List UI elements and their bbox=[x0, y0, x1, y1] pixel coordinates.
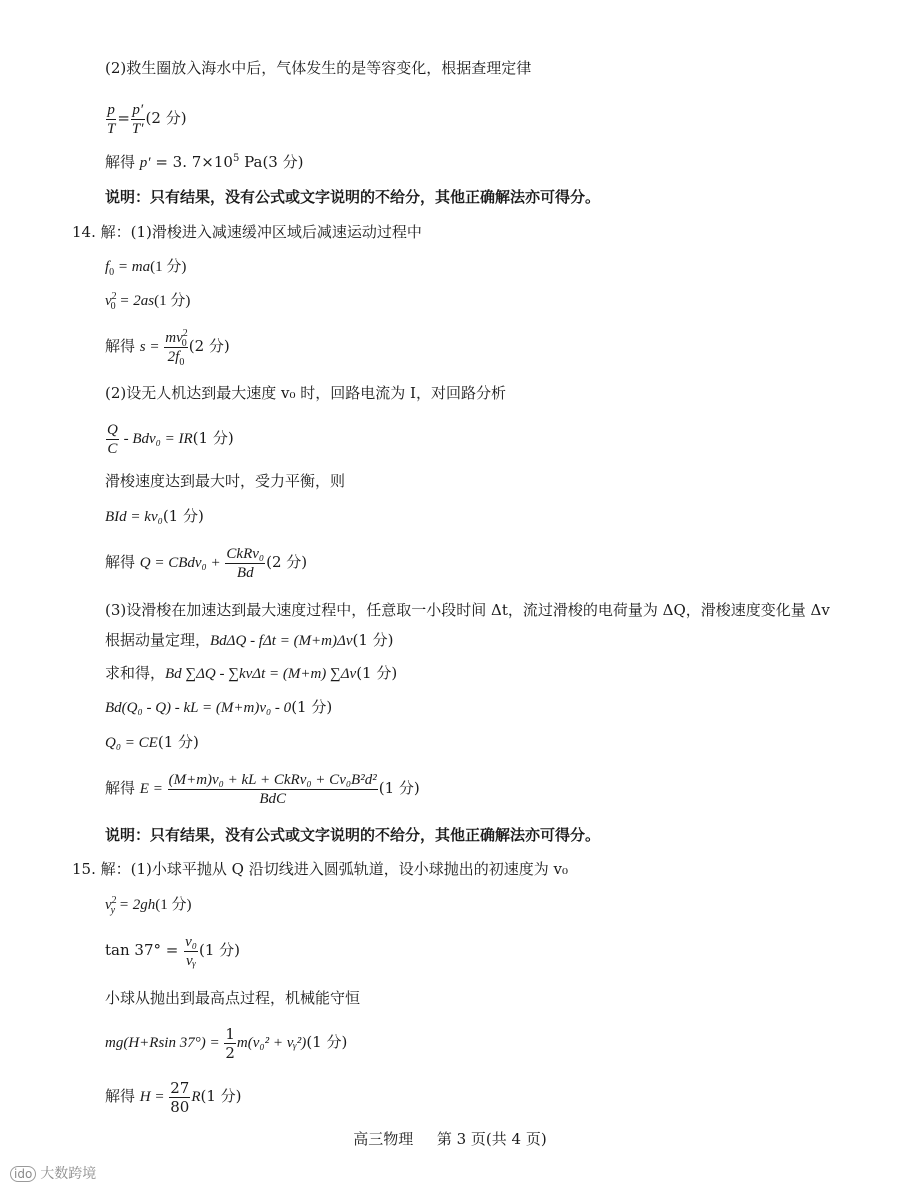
fraction-one-half: $\frac{1}{2}$ bbox=[225, 1024, 235, 1062]
emf-result: 解得 E = (M+m)v₀ + kL + CkRv₀ + Cv₀B²d² BdC (1 分) bbox=[105, 771, 420, 807]
footer-subject: 高三物理 bbox=[353, 1130, 414, 1148]
fraction-p-prime-over-t-prime: $\frac{p'}{T'}$ bbox=[131, 101, 144, 137]
force-balance-equation: BId = kv₀(1 分) bbox=[105, 507, 204, 525]
distance-result: 解得 s = $\frac{mv^2_0}{2f_0}$ (2 分) bbox=[105, 327, 230, 368]
footer-page-number: 第 3 页(共 4 页) bbox=[436, 1130, 547, 1148]
q14-note: 说明：只有结果，没有公式或文字说明的不给分，其他正确解法亦可得分。 bbox=[105, 826, 601, 844]
charge-difference-equation: Bd(Q₀ - Q) - kL = (M+m)v₀ - 0(1 分) bbox=[105, 698, 333, 716]
charles-law-equation: $\frac{p}{T}$ = $\frac{p'}{T'}$ (2 分) bbox=[107, 101, 187, 137]
fraction-tangent: $\frac{\text{v₀}}{\text{vᵧ}}$ bbox=[185, 933, 197, 969]
q14-part2-intro: (2)设无人机达到最大速度 v₀ 时，回路电流为 I，对回路分析 bbox=[105, 384, 506, 402]
force-balance-text: 滑梭速度达到最大吋，受力平衡，则 bbox=[105, 472, 346, 490]
vertical-velocity-equation: $v^2_y = 2gh(1$ 分) bbox=[105, 895, 192, 916]
fraction-emf: (M+m)v₀ + kL + CkRv₀ + Cv₀B²d² BdC bbox=[168, 771, 377, 807]
energy-conservation-text: 小球从抛出到最高点过程，机械能守恒 bbox=[105, 989, 361, 1007]
summation-equation: 求和得，Bd ∑ΔQ - ∑kvΔt = (M+m) ∑Δv(1 分) bbox=[105, 664, 398, 682]
page-footer bbox=[0, 1128, 900, 1149]
initial-charge-equation: Q₀ = CE(1 分) bbox=[105, 733, 199, 751]
watermark-logo-icon: ido bbox=[10, 1166, 36, 1182]
fraction-q-over-c: $\frac{Q}{C}$ bbox=[107, 421, 118, 457]
velocity-squared-equation: $v^2_0 = 2as(1$ 分) bbox=[105, 291, 191, 312]
q14-part1-intro: 14. 解：(1)滑梭进入减速缓冲区域后减速运动过程中 bbox=[72, 223, 422, 241]
friction-equation: $f_0 = ma(1$ 分) bbox=[105, 259, 187, 278]
fraction-height: $\frac{27}{80}$ bbox=[170, 1078, 190, 1116]
fraction-p-over-t: $\frac{p}{T}$ bbox=[107, 101, 116, 137]
momentum-theorem: 根据动量定理，BdΔQ - fΔt = (M+m)Δv(1 分) bbox=[105, 631, 394, 649]
score: (2 分) bbox=[145, 109, 187, 127]
energy-equation: mg(H+Rsin 37°) = $\frac{1}{2}$ m(v₀² + vᵧ²)(1 分) bbox=[105, 1024, 348, 1062]
height-result: 解得 H = $\frac{27}{80}$ R(1 分) bbox=[105, 1078, 242, 1116]
watermark-text: 大数跨境 bbox=[40, 1166, 97, 1182]
fraction-charge: CkRv₀ Bd bbox=[226, 545, 265, 581]
q14-part3-intro: (3)设滑梭在加速达到最大速度过程中，任意取一小段时间 Δt，流过滑梭的电荷量为 ΔQ，滑梭速度变化量 Δv bbox=[105, 601, 830, 619]
tangent-equation: tan 37° = $\frac{\text{v₀}}{\text{vᵧ}}$ (1 分) bbox=[105, 933, 240, 969]
charge-result: 解得 Q = CBdv₀ + CkRv₀ Bd (2 分) bbox=[105, 545, 308, 581]
circuit-equation: $\frac{Q}{C}$ - Bdv₀ = IR(1 分) bbox=[107, 421, 234, 457]
q13-result: 解得 p′ = 3. $7\times 10^5$ Pa(3 分) bbox=[105, 153, 304, 171]
q13-part2-intro: (2)救生圈放入海水中后，气体发生的是等容变化，根据查理定律 bbox=[105, 59, 532, 77]
fraction-distance: $\frac{mv^2_0}{2f_0}$ bbox=[165, 327, 188, 368]
q15-part1-intro: 15. 解：(1)小球平抛从 Q 沿切线进入圆弧轨道，设小球抛出的初速度为 v₀ bbox=[72, 860, 568, 878]
q13-note: 说明：只有结果，没有公式或文字说明的不给分，其他正确解法亦可得分。 bbox=[105, 188, 601, 206]
watermark bbox=[10, 1163, 96, 1183]
